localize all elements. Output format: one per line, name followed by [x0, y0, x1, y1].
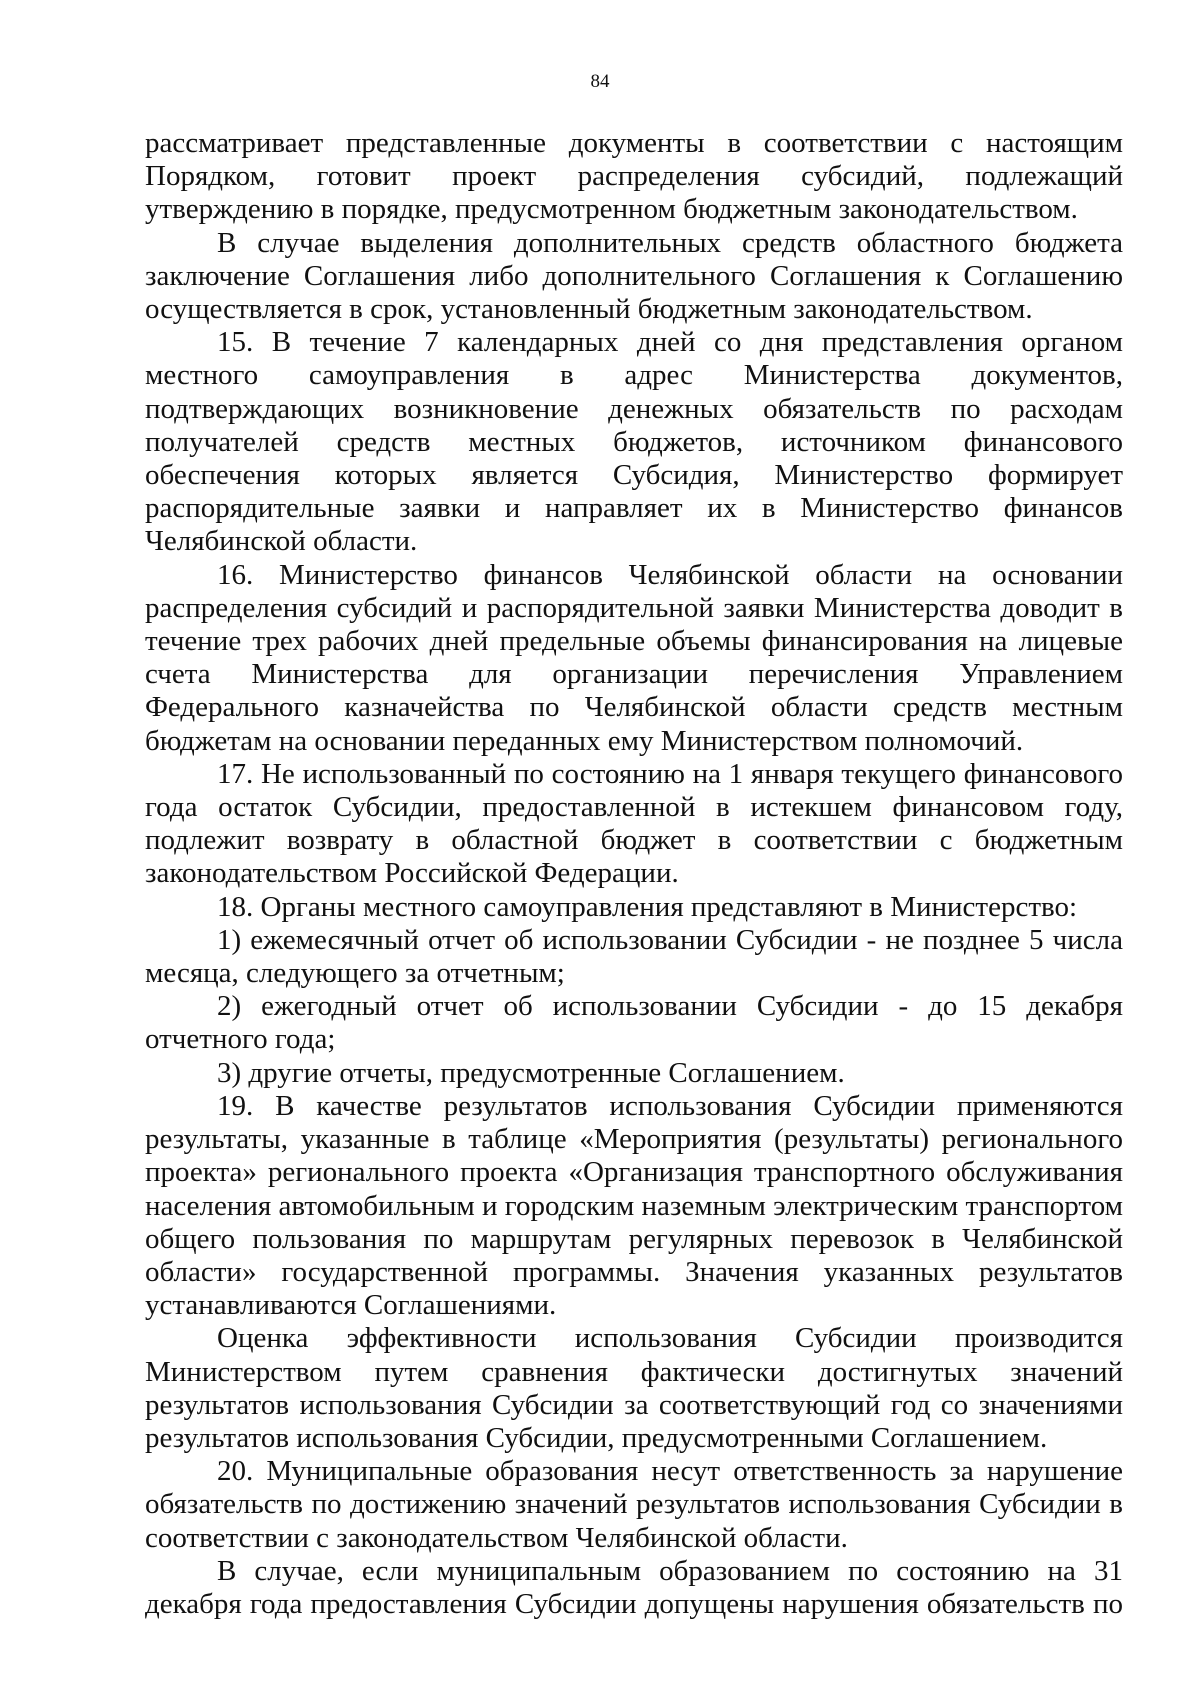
paragraph-item-18-sub-2: 2) ежегодный отчет об использовании Субсидии - до 15 декабря отчетного года; [145, 990, 1123, 1056]
paragraph-additional-funds: В случае выделения дополнительных средств областного бюджета заключение Соглашения либо дополнительного Соглашения к Соглашению осуществляется в срок, установленный бюджетным законодательством. [145, 226, 1123, 326]
paragraph-item-20: 20. Муниципальные образования несут ответственность за нарушение обязательств по достижению значений результатов использования Субсидии в соответствии с законодательством Челябинской области. [145, 1455, 1123, 1554]
paragraph-efficiency-assessment: Оценка эффективности использования Субсидии производится Министерством путем сравнения фактически достигнутых значений результатов использования Субсидии за соответствующий год со значениями результатов использования Субсидии, предусмотренными Соглашением. [145, 1322, 1123, 1454]
page-number: 84 [590, 71, 610, 92]
paragraph-item-16: 16. Министерство финансов Челябинской области на основании распределения субсидий и распорядительной заявки Министерства доводит в течение трех рабочих дней предельные объемы финансирования на лицевые счета Министерства для организации перечисления Управлением Федерального казначейства по Челябинской области средств местным бюджетам на основании переданных ему Министерством полномочий. [145, 558, 1123, 757]
paragraph-intro-continuation: рассматривает представленные документы в соответствии с настоящим Порядком, готовит проект распределения субсидий, подлежащий утверждению в порядке, предусмотренном бюджетным законодательством. [145, 127, 1123, 226]
paragraph-item-19: 19. В качестве результатов использования Субсидии применяются результаты, указанные в таблице «Мероприятия (результаты) регионального проекта» регионального проекта «Организация транспортного обслуживания населения автомобильным и городским наземным электрическим транспортом общего пользования по маршрутам регулярных перевозок в Челябинской области» государственной программы. Значения указанных результатов устанавливаются Соглашениями. [145, 1089, 1123, 1322]
paragraph-item-17: 17. Не использованный по состоянию на 1 января текущего финансового года остаток Субсидии, предоставленной в истекшем финансовом году, подлежит возврату в областной бюджет в соответствии с бюджетным законодательством Российской Федерации. [145, 757, 1123, 890]
paragraph-item-18-sub-1: 1) ежемесячный отчет об использовании Субсидии - не позднее 5 числа месяца, следующего за отчетным; [145, 923, 1123, 990]
paragraph-violation-case: В случае, если муниципальным образованием по состоянию на 31 декабря года предоставления Субсидии допущены нарушения обязательств по [145, 1554, 1123, 1620]
paragraph-item-18: 18. Органы местного самоуправления представляют в Министерство: [217, 890, 1078, 923]
paragraph-item-15: 15. В течение 7 календарных дней со дня представления органом местного самоуправления в адрес Министерства документов, подтверждающих возникновение денежных обязательств по расходам получателей средств местных бюджетов, источником финансового обеспечения которых является Субсидия, Министерство формирует распорядительные заявки и направляет их в Министерство финансов Челябинской области. [145, 326, 1123, 558]
document-body [145, 127, 1123, 1621]
paragraph-item-18-sub-3: 3) другие отчеты, предусмотренные Соглашением. [217, 1056, 845, 1089]
